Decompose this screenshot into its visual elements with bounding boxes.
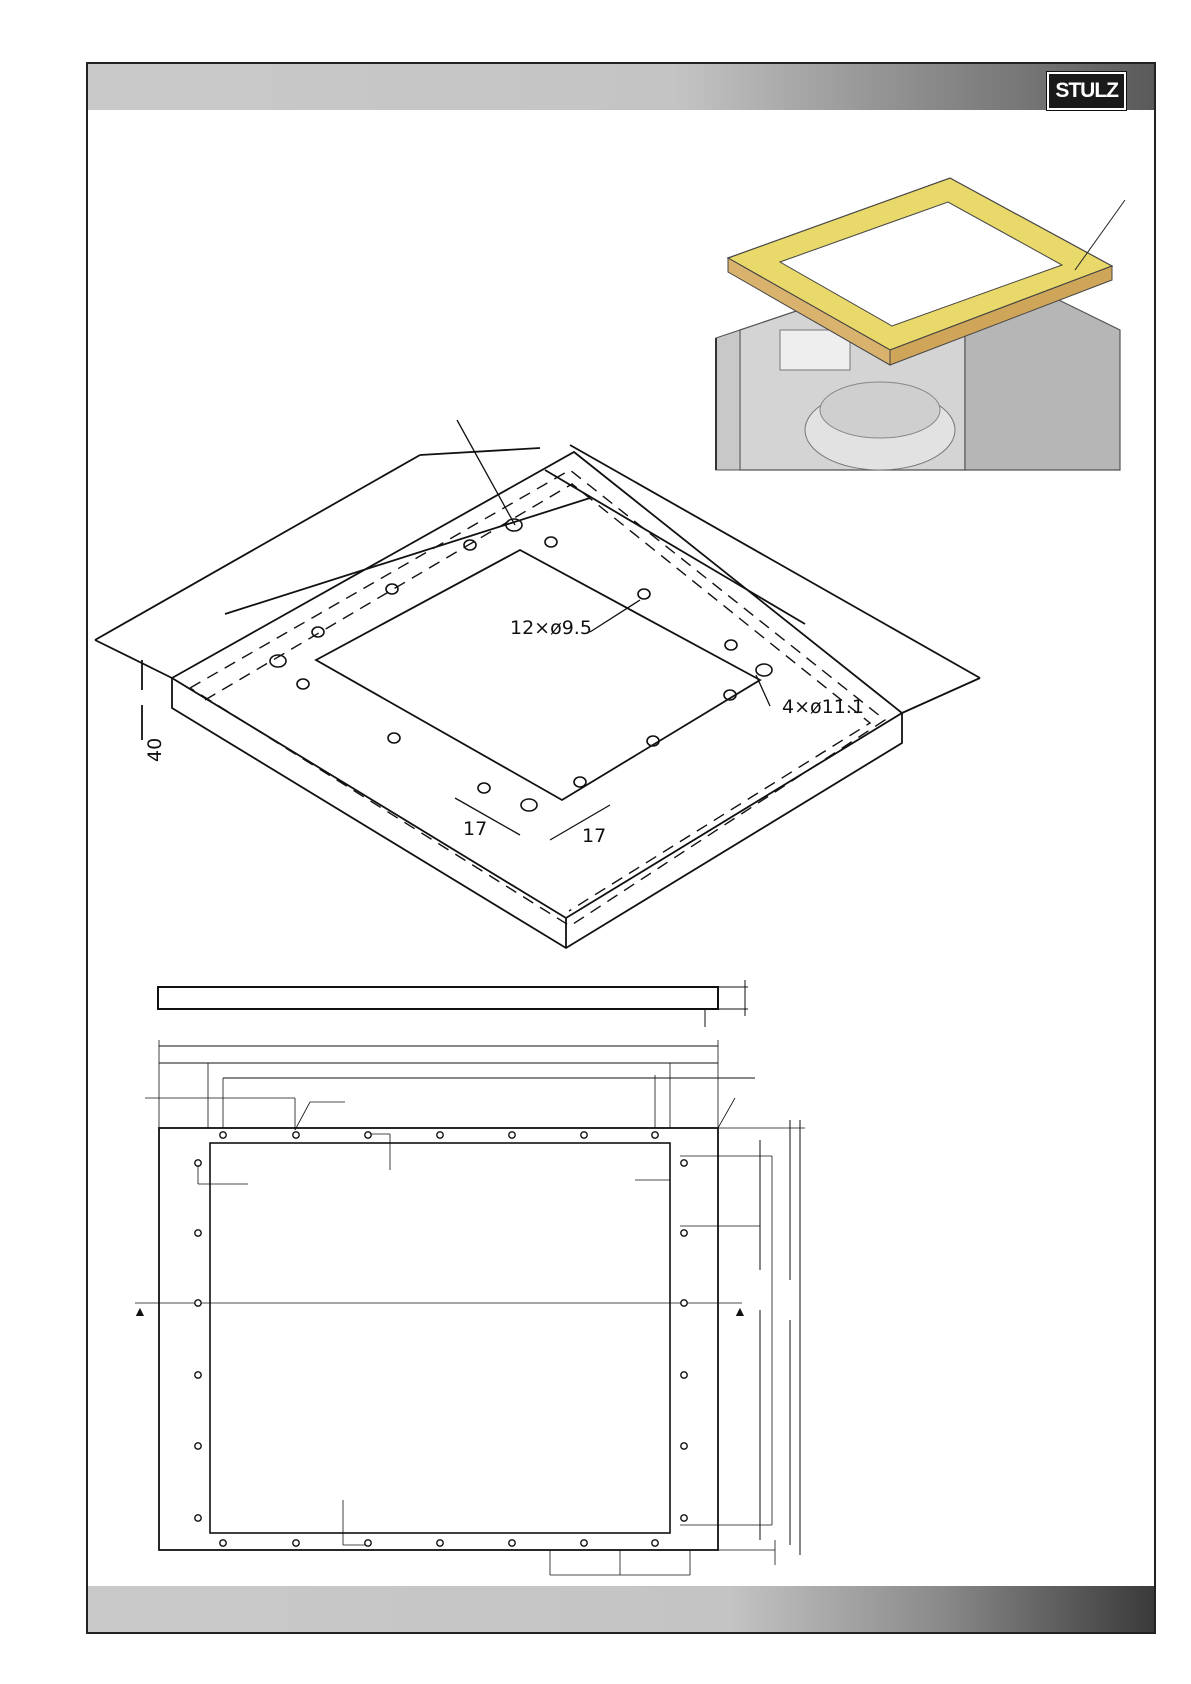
iso-hole: [756, 664, 772, 676]
iso-top-face: [172, 452, 902, 918]
label-holes-small: 12×ø9.5: [510, 617, 592, 639]
iso-hole: [297, 679, 309, 689]
stulz-logo: STULZ: [1047, 72, 1126, 110]
iso-hole: [506, 519, 522, 531]
plan-hole: [509, 1132, 515, 1138]
iso-hole: [464, 540, 476, 550]
plan-hole: [681, 1515, 687, 1521]
plan-hole: [681, 1300, 687, 1306]
plan-hole: [681, 1443, 687, 1449]
plan-hole: [681, 1160, 687, 1166]
plan-view: [133, 1040, 805, 1575]
plan-hole: [195, 1372, 201, 1378]
plan-hole: [195, 1443, 201, 1449]
iso-holes: [270, 519, 772, 811]
plan-hole: [195, 1230, 201, 1236]
label-offset-right: 17: [582, 825, 607, 847]
label-offset-left: 17: [463, 818, 488, 840]
iso-hole: [545, 537, 557, 547]
plan-hole: [220, 1540, 226, 1546]
label-holes-large: 4×ø11.1: [782, 696, 864, 718]
plan-hole: [437, 1132, 443, 1138]
iso-hole: [478, 783, 490, 793]
label-height: 40: [144, 737, 166, 762]
render-view: [714, 178, 1125, 470]
iso-hole: [638, 589, 650, 599]
plan-hole: [365, 1540, 371, 1546]
iso-opening: [316, 550, 760, 800]
section-mark-right: ▲: [733, 1303, 747, 1319]
side-view: [158, 980, 748, 1027]
plan-hole: [437, 1540, 443, 1546]
plan-hole: [365, 1132, 371, 1138]
plan-holes: [195, 1132, 687, 1546]
plan-hole: [293, 1132, 299, 1138]
plan-hole: [220, 1132, 226, 1138]
isometric-view: [95, 420, 980, 948]
plan-hole: [652, 1540, 658, 1546]
section-mark-left: ▲: [133, 1303, 147, 1319]
plan-hole: [652, 1132, 658, 1138]
plan-hole: [195, 1300, 201, 1306]
plan-hole: [293, 1540, 299, 1546]
iso-hole: [388, 733, 400, 743]
iso-hole: [521, 799, 537, 811]
iso-hole: [386, 584, 398, 594]
plan-hole: [195, 1160, 201, 1166]
iso-hole: [312, 627, 324, 637]
iso-hole: [725, 640, 737, 650]
plan-hole: [681, 1372, 687, 1378]
iso-hole: [574, 777, 586, 787]
plan-hole: [509, 1540, 515, 1546]
plan-hole: [581, 1132, 587, 1138]
plan-hole: [681, 1230, 687, 1236]
plan-hole: [195, 1515, 201, 1521]
plan-hole: [581, 1540, 587, 1546]
